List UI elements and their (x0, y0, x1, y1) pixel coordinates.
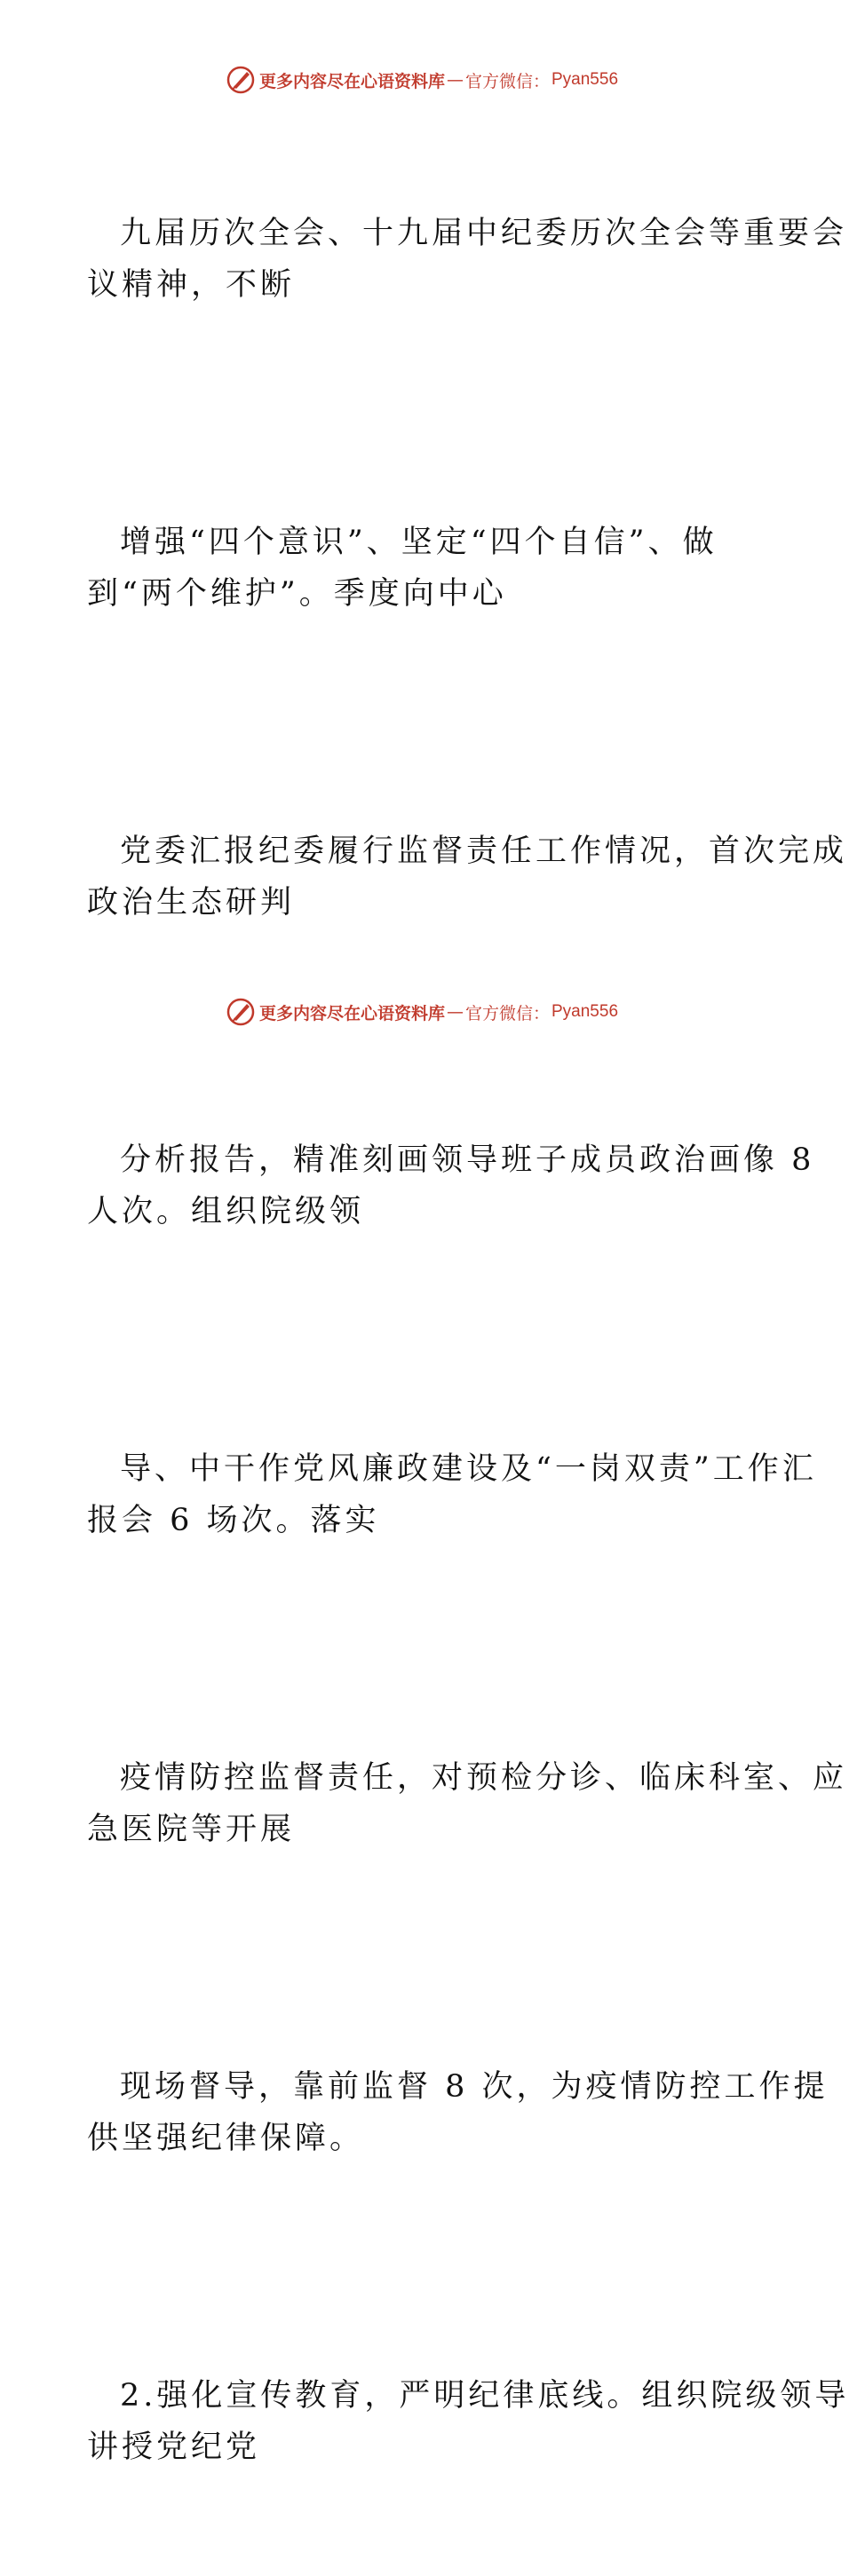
paragraph-line: 供坚强纪律保障。 (87, 2121, 365, 2156)
watermark-wechat-label: 官方微信： (464, 71, 550, 91)
watermark-text: 更多内容尽在心语资料库 (258, 1003, 445, 1023)
paragraph (87, 105, 848, 414)
paragraph-line: 政治生态研判 (87, 885, 296, 921)
paragraph (87, 1958, 829, 2267)
paragraph (87, 1031, 815, 1340)
paragraph-line: 增强“四个意识”、坚定“四个自信”、做 (120, 525, 718, 560)
paragraph-line: 党委汇报纪委履行监督责任工作情况，首次完成 (120, 834, 848, 869)
paragraph-line: 分析报告，精准刻画领导班子成员政治画像 8 (120, 1142, 815, 1178)
paragraph-line: 九届历次全会、十九届中纪委历次全会等重要会 (120, 216, 848, 251)
paragraph-line: 到“两个维护”。季度向中心 (87, 576, 507, 612)
paragraph-line: 疫情防控监督责任，对预检分诊、临床科室、应 (120, 1760, 848, 1796)
paragraph-line: 急医院等开展 (87, 1812, 296, 1847)
watermark-wechat-id: Pyan556 (551, 70, 619, 89)
paragraph-line: 议精神，不断 (87, 267, 296, 303)
footer-watermark (0, 994, 844, 1030)
watermark-text: 更多内容尽在心语资料库 (258, 71, 445, 91)
paragraph (87, 723, 848, 1031)
watermark-dash: — (446, 1002, 464, 1022)
paragraph-line: 现场督导，靠前监督 8 次，为疫情防控工作提 (120, 2069, 829, 2105)
paragraph-line: 报会 6 场次。落实 (87, 1503, 380, 1538)
document-body (87, 105, 849, 2576)
paragraph (87, 2267, 849, 2576)
watermark-dash: — (446, 70, 464, 90)
paragraph-line: 2.强化宣传教育，严明纪律底线。组织院级领导 (120, 2378, 849, 2414)
header-watermark (0, 62, 844, 98)
watermark-wechat-label: 官方微信： (464, 1003, 550, 1023)
paragraph (87, 1649, 848, 1958)
paragraph (87, 1340, 817, 1649)
paragraph-line: 人次。组织院级领 (87, 1194, 365, 1229)
quill-logo-icon (226, 997, 256, 1027)
quill-logo-icon (226, 65, 256, 95)
watermark-wechat-id: Pyan556 (551, 1002, 619, 1021)
paragraph (87, 414, 762, 723)
paragraph-line: 导、中干作党风廉政建设及“一岗双责”工作汇 (120, 1451, 817, 1487)
paragraph-line: 讲授党纪党 (87, 2430, 261, 2465)
